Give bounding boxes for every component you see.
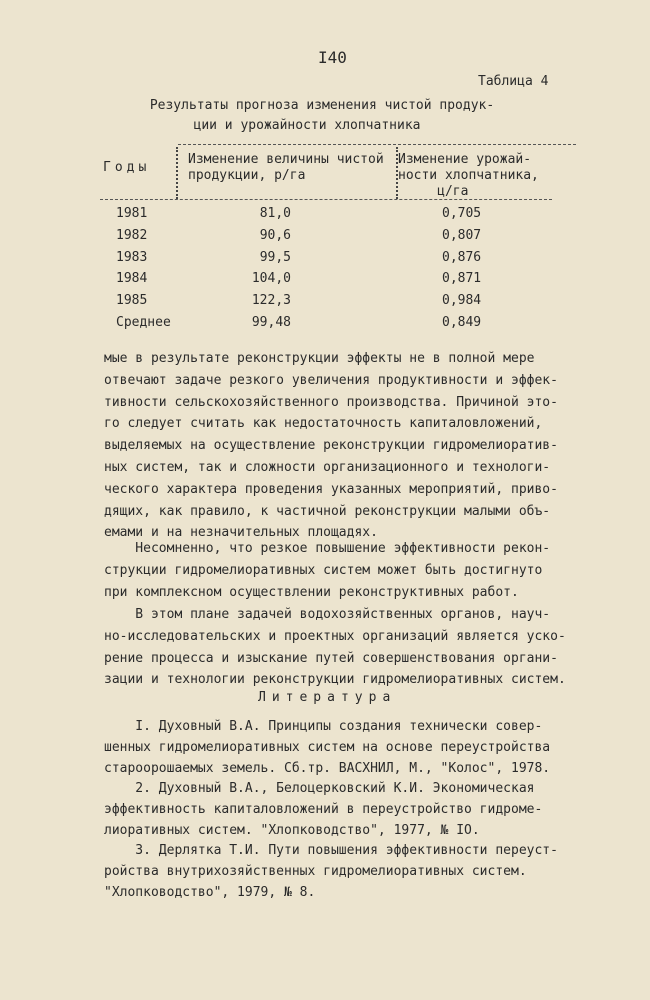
column-header-net-product: Изменение величины чистой продукции, р/га: [188, 152, 384, 183]
table-caption-line-1: Результаты прогноза изменения чистой продук-: [149, 98, 495, 113]
cell-year: 1982: [116, 227, 148, 243]
table-row: [0, 206, 650, 228]
table-row: [0, 293, 650, 315]
body-paragraph-1: [104, 348, 604, 544]
cell-year: Среднее: [116, 314, 171, 330]
column-header-years: Годы: [103, 160, 151, 175]
reference-text: I. Духовный В.А. Принципы создания технически совер- шенных гидромелиоративных систем на основе переустройства староорошаемых земель. Сб.тр. ВАСХНИЛ, М., "Колос", 1978.: [104, 719, 551, 776]
reference-text: 3. Дерлятка Т.И. Пути повышения эффективности переуст- ройства внутрихозяйственных гидромелиоративных систем. "Хлопководство", 1979, № 8.: [104, 843, 558, 900]
cell-yield: 0,807: [442, 227, 482, 243]
paragraph-text: Несомненно, что резкое повышение эффективности рекон- струкции гидромелиоративных систем может быть достигнуто при комплексном осуществлении реконструктивных работ.: [104, 541, 551, 600]
cell-yield: 0,705: [442, 206, 482, 221]
cell-year: 1984: [116, 271, 148, 287]
cell-net-product: 99,48: [251, 314, 291, 330]
body-paragraph-2: [104, 538, 604, 603]
cell-net-product: 90,6: [259, 227, 291, 243]
reference-text: 2. Духовный В.А., Белоцерковский К.И. Экономическая эффективность капиталовложений в переустройство гидроме- лиоративных систем. "Хлопководство", 1977, № IO.: [104, 781, 543, 838]
cell-yield: 0,876: [442, 249, 482, 265]
table-body: [0, 206, 650, 337]
column-divider-1: [176, 147, 178, 199]
table-row: [0, 250, 650, 272]
table-label: Таблица 4: [478, 74, 549, 89]
paragraph-text: В этом плане задачей водохозяйственных органов, науч- но-исследовательских и проектных организаций является уско- рение процесса и изыскание путей совершенствования органи- зации и технологии реконструкции гидромелиоративных систем.: [104, 607, 566, 688]
cell-net-product: 81,0: [259, 206, 291, 221]
table-row-average: [0, 315, 650, 337]
table-row: [0, 228, 650, 250]
cell-net-product: 104,0: [251, 271, 291, 287]
body-paragraph-3: [104, 604, 604, 691]
paragraph-text: мые в результате реконструкции эффекты не в полной мере отвечают задаче резкого увеличения продуктивности и эффек- тивности сельскохозяйственного производства. Причиной это- го следует считать как недостаточность капиталовложений, выделяемых на осуществление реконструкции гидромелиоратив- ных систем, так и сложности организационного и технологи- ческого характера проведения указанных мероприятий, приво- дящих, как правило, к частичной реконструкции малыми объ- емами и на незначительных площадях.: [104, 351, 558, 541]
cell-yield: 0,849: [442, 314, 482, 330]
cell-yield: 0,871: [442, 271, 482, 287]
cell-net-product: 99,5: [259, 249, 291, 265]
cell-net-product: 122,3: [251, 293, 291, 309]
page-number: I40: [318, 48, 347, 67]
reference-item-2: [104, 778, 614, 841]
literature-heading: Литература: [258, 690, 397, 705]
cell-year: 1981: [116, 206, 148, 221]
reference-item-3: [104, 840, 614, 903]
cell-yield: 0,984: [442, 293, 482, 309]
table-row: [0, 271, 650, 293]
table-caption-line-2: ции и урожайности хлопчатника: [193, 118, 421, 133]
reference-item-1: [104, 716, 614, 779]
column-header-cotton-yield: Изменение урожай- ности хлопчатника, ц/га: [398, 152, 539, 199]
cell-year: 1983: [116, 249, 148, 265]
table-top-rule: [178, 144, 576, 145]
cell-year: 1985: [116, 293, 148, 309]
